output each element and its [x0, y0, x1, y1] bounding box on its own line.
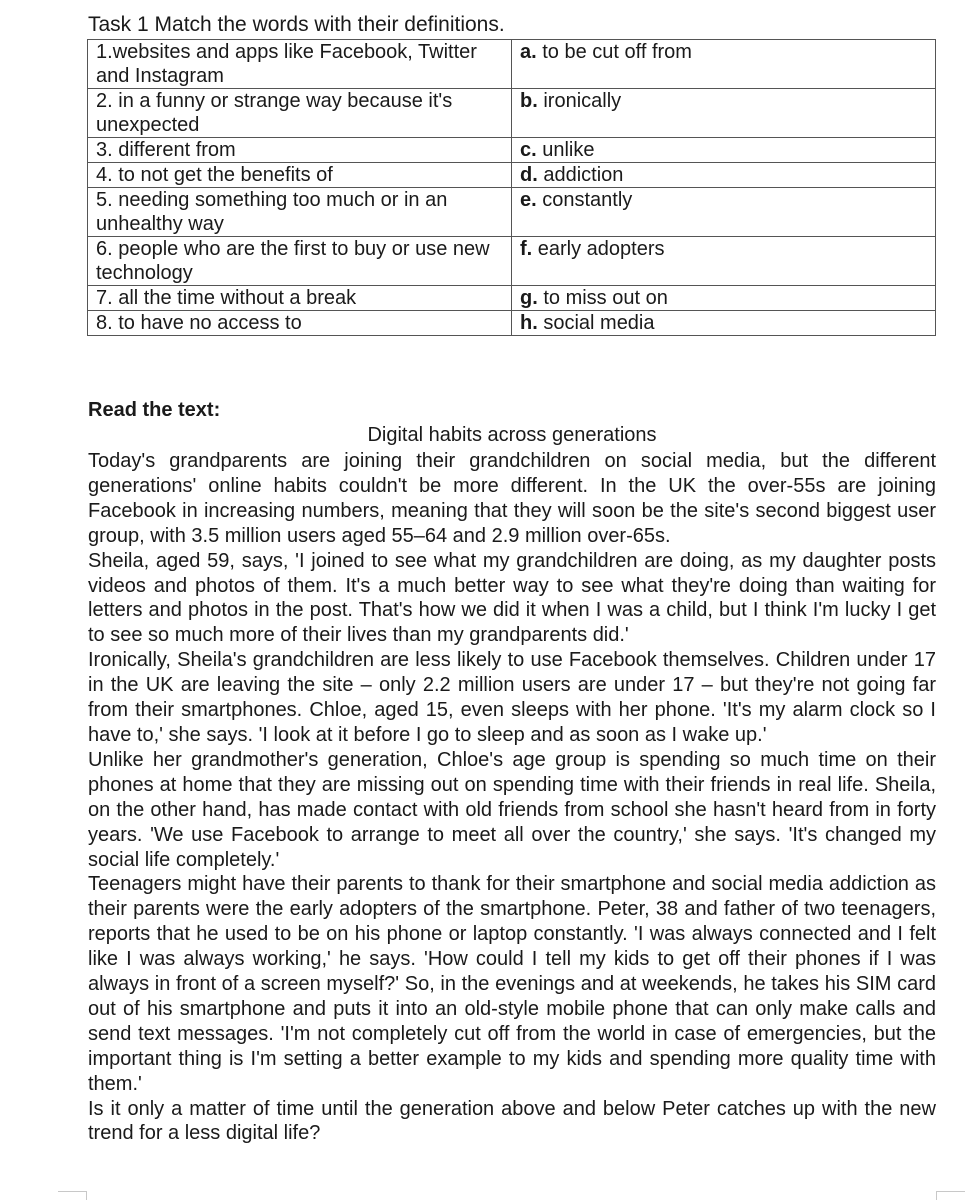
word-cell: g. to miss out on	[512, 286, 936, 311]
definition-cell: 8. to have no access to	[88, 311, 512, 336]
definition-cell: 5. needing something too much or in an unhealthy way	[88, 188, 512, 237]
definition-cell: 6. people who are the first to buy or use new technology	[88, 237, 512, 286]
table-row	[88, 286, 936, 311]
paragraph: Sheila, aged 59, says, 'I joined to see what my grandchildren are doing, as my daughter posts videos and photos of them. It's a much better way to see what they're doing than waiting for letters and photos in the post. That's how we did it when I was a child, but I think I'm lucky I get to see so much more of their lives than my grandparents did.'	[88, 549, 936, 647]
read-text-label: Read the text:	[88, 399, 221, 421]
definition-cell: 1.websites and apps like Facebook, Twitter and Instagram	[88, 40, 512, 89]
table-row	[88, 163, 936, 188]
word-cell: c. unlike	[512, 138, 936, 163]
word-cell: e. constantly	[512, 188, 936, 237]
table-row	[88, 138, 936, 163]
reading-title: Digital habits across generations	[367, 424, 657, 446]
table-row	[88, 188, 936, 237]
word-cell: h. social media	[512, 311, 936, 336]
word-cell: a. to be cut off from	[512, 40, 936, 89]
reading-body	[88, 449, 936, 1146]
paragraph: Unlike her grandmother's generation, Chloe's age group is spending so much time on their phones at home that they are missing out on spending time with their friends in real life. Sheila, on the other hand, has made contact with old friends from school she hasn't heard from in forty years. 'We use Facebook to arrange to meet all over the country,' she says. 'It's changed my social life completely.'	[88, 748, 936, 871]
table-row	[88, 89, 936, 138]
table-row	[88, 40, 936, 89]
paragraph: Is it only a matter of time until the generation above and below Peter catches up with the new trend for a less digital life?	[88, 1097, 936, 1145]
task-title: Task 1 Match the words with their definitions.	[88, 13, 505, 36]
word-cell: b. ironically	[512, 89, 936, 138]
paragraph: Today's grandparents are joining their grandchildren on social media, but the different generations' online habits couldn't be more different. In the UK the over-55s are joining Facebook in increasing numbers, meaning that they will soon be the site's second biggest user group, with 3.5 million users aged 55–64 and 2.9 million over-65s.	[88, 450, 936, 547]
definition-cell: 2. in a funny or strange way because it's unexpected	[88, 89, 512, 138]
paragraph: Ironically, Sheila's grandchildren are less likely to use Facebook themselves. Children under 17 in the UK are leaving the site – only 2.2 million users are under 17 – but they're not going far from their smartphones. Chloe, aged 15, even sleeps with her phone. 'It's my alarm clock so I have to,' she says. 'I look at it before I go to sleep and as soon as I wake up.'	[88, 649, 936, 746]
table-row	[88, 237, 936, 286]
word-cell: d. addiction	[512, 163, 936, 188]
definition-cell: 7. all the time without a break	[88, 286, 512, 311]
definition-cell: 3. different from	[88, 138, 512, 163]
table-row	[88, 311, 936, 336]
paragraph: Teenagers might have their parents to thank for their smartphone and social media addiction as their parents were the early adopters of the smartphone. Peter, 38 and father of two teenagers, reports that he used to be on his phone or laptop constantly. 'I was always connected and I felt like I was always working,' he says. 'How could I tell my kids to get off their phones if I was always in front of a screen myself?' So, in the evenings and at weekends, he takes his SIM card out of his smartphone and puts it into an old-style mobile phone that can only make calls and send text messages. 'I'm not completely cut off from the world in case of emergencies, but the important thing is I'm setting a better example to my kids and spending more quality time with them.'	[88, 873, 936, 1095]
word-cell: f. early adopters	[512, 237, 936, 286]
matching-table	[87, 39, 936, 336]
definition-cell: 4. to not get the benefits of	[88, 163, 512, 188]
